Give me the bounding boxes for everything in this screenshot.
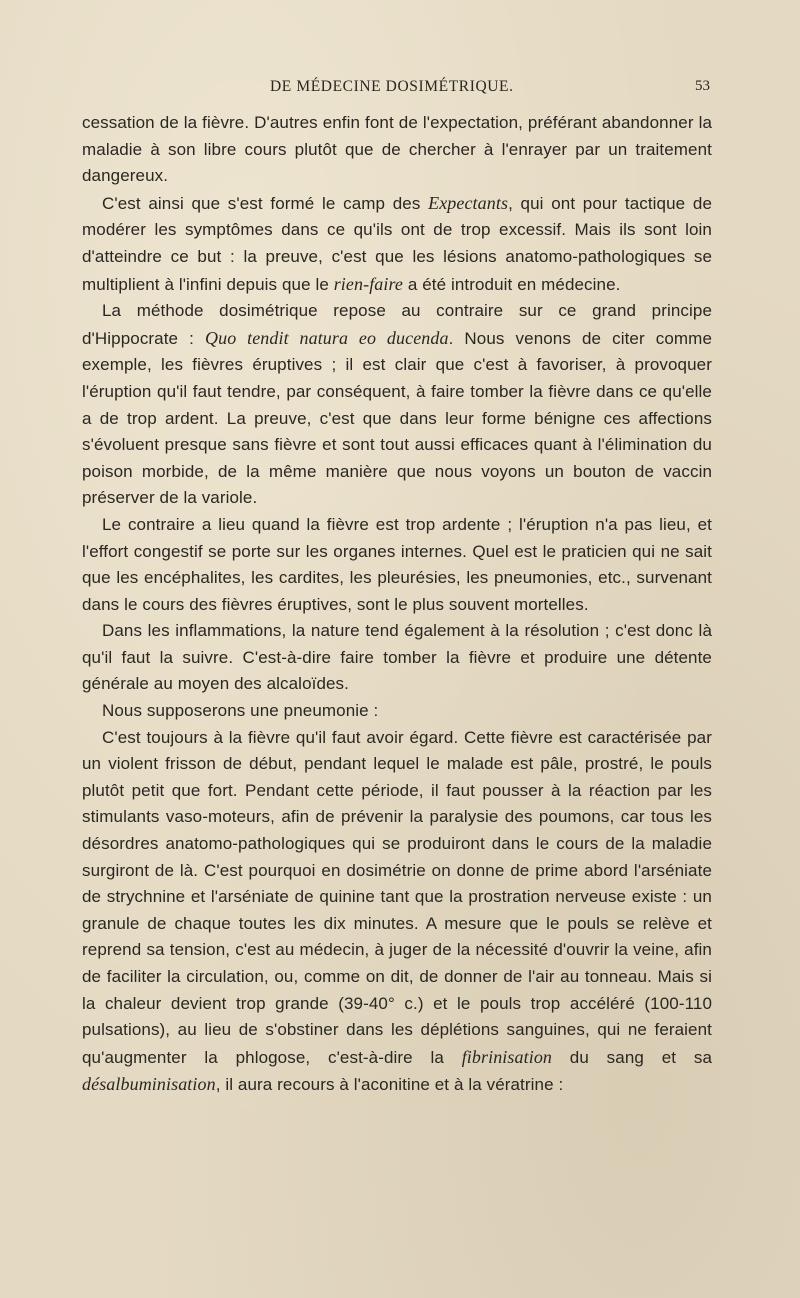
page-header — [82, 78, 714, 102]
paragraph-6 — [82, 698, 712, 725]
paragraph-3-text-a: La méthode dosimétrique repose au contraire sur ce grand principe d'Hippocrate : — [82, 301, 712, 348]
latin-quote: Quo tendit natura eo ducenda — [205, 327, 449, 348]
page-number: 53 — [695, 78, 710, 94]
paragraph-3 — [82, 298, 712, 512]
paragraph-5-text: Dans les inflammations, la nature tend également à la résolution ; c'est donc là qu'il faut la suivre. C'est-à-dire faire tomber la fièvre et produire une détente générale au moyen des alcaloïdes. — [82, 621, 712, 694]
paragraph-4 — [82, 512, 712, 618]
paragraph-7-text-c: , il aura recours à l'aconitine et à la vératrine : — [215, 1075, 564, 1095]
paragraph-2-text-a: C'est ainsi que s'est formé le camp des — [102, 193, 429, 213]
paragraph-7 — [82, 725, 712, 1099]
paragraph-2-text-c: a été introduit en médecine. — [403, 274, 621, 294]
paragraph-6-text: Nous supposerons une pneumonie : — [102, 701, 379, 721]
paragraph-1 — [82, 110, 712, 190]
running-title: DE MÉDECINE DOSIMÉTRIQUE. — [270, 78, 514, 95]
paragraph-5 — [82, 618, 712, 698]
term-fibrinisation: fibrinisation — [461, 1046, 553, 1067]
paragraph-2 — [82, 190, 712, 298]
paragraph-1-text: cessation de la fièvre. D'autres enfin font de l'expectation, préférant abandonner la maladie à son libre cours plutôt que de chercher à l'enrayer par un traitement dangereux. — [82, 113, 712, 186]
paragraph-2-text-b: , qui ont pour tactique de modérer les symptômes dans ce qu'ils ont de trop excessif. Mais ils sont loin d'atteindre ce but : la preuve, c'est que les lésions anatomo-pathologiques se multiplient à l'infini depuis que le — [82, 193, 712, 294]
paragraph-4-text: Le contraire a lieu quand la fièvre est trop ardente ; l'éruption n'a pas lieu, et l'effort congestif se porte sur les organes internes. Quel est le praticien qui ne sait que les encéphalites, les cardites, les pleurésies, les pneumonies, etc., survenant dans le cours des fièvres éruptives, sont le plus souvent mortelles. — [82, 514, 712, 614]
body-text — [82, 110, 712, 1099]
term-desalbuminisation: désalbuminisation — [82, 1074, 216, 1095]
paragraph-7-text-b: du sang et sa — [552, 1047, 712, 1067]
paragraph-3-text-b: . Nous venons de citer comme exemple, les fièvres éruptives ; il est clair que c'est à favoriser, à provoquer l'éruption qu'il faut tendre, par conséquent, à faire tomber la fièvre dans ce qu'elle a de trop ardent. La preuve, c'est que dans leur forme bénigne ces affections s'évoluent presque sans fièvre et sont tout aussi efficaces quant à l'élimination du poison morbide, de la même manière que nous voyons un bouton de vaccin préserver de la variole. — [82, 328, 712, 508]
term-expectants: Expectants — [428, 192, 509, 213]
paragraph-7-text-a: C'est toujours à la fièvre qu'il faut avoir égard. Cette fièvre est caractérisée par un violent frisson de début, pendant lequel le malade est pâle, prostré, le pouls plutôt petit que fort. Pendant cette période, il faut pousser à la réaction par les stimulants vaso-moteurs, afin de prévenir la paralysie des poumons, car tous les désordres anatomo-pathologiques qui se produiront dans le cours de la maladie surgiront de là. C'est pourquoi en dosimétrie on donne de prime abord l'arséniate de strychnine et l'arséniate de quinine tant que la prostration nerveuse existe : un granule de chaque toutes les dix minutes. A mesure que le pouls se relève et reprend sa tension, c'est au médecin, à juger de la nécessité d'ouvrir la veine, afin de faciliter la circulation, ou, comme on dit, de donner de l'air au tonneau. Mais si la chaleur devient trop grande (39-40° c.) et le pouls trop accéléré (100-110 pulsations), au lieu de s'obstiner dans les déplétions sanguines, qui ne feraient qu'augmenter la phlogose, c'est-à-dire la — [82, 727, 712, 1067]
term-rien-faire: rien-faire — [333, 273, 404, 294]
